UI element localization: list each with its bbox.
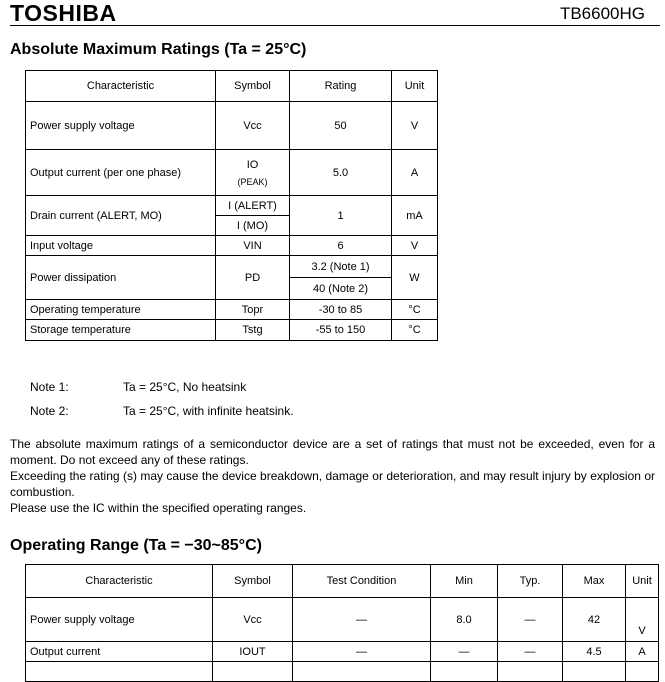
paragraph: The absolute maximum ratings of a semiconductor device are a set of ratings that must not be exceeded, even for a moment. Do not exceed any of these ratings. — [10, 437, 655, 467]
col-header: Test Condition — [293, 565, 431, 598]
col-header: Characteristic — [26, 71, 216, 102]
characteristic-cell: Input voltage — [26, 236, 216, 256]
symbol-cell: I (ALERT) — [216, 196, 290, 216]
unit-cell: V — [392, 236, 438, 256]
paragraph: Exceeding the rating (s) may cause the device breakdown, damage or deterioration, and may result injury by explosion or combustion. — [10, 469, 655, 499]
min-cell: 8.0 — [431, 598, 498, 642]
symbol-cell: IOUT — [213, 642, 293, 662]
characteristic-cell: Output current (per one phase) — [26, 150, 216, 196]
symbol-cell: PD — [216, 256, 290, 300]
characteristic-cell: Drain current (ALERT, MO) — [26, 196, 216, 236]
unit-cell: A — [626, 642, 659, 662]
op-range-table — [25, 564, 659, 682]
header-rule — [10, 25, 660, 26]
table-row — [26, 236, 438, 256]
symbol-cell: Vcc — [216, 102, 290, 150]
typ-cell: — — [498, 642, 563, 662]
note-label: Note 2: — [30, 404, 69, 418]
col-header: Unit — [626, 565, 659, 598]
col-header: Typ. — [498, 565, 563, 598]
unit-cell: °C — [392, 320, 438, 341]
col-header: Min — [431, 565, 498, 598]
min-cell: — — [431, 642, 498, 662]
note-text: Ta = 25°C, with infinite heatsink. — [123, 404, 294, 418]
characteristic-cell: Power supply voltage — [26, 102, 216, 150]
symbol-main: IO — [246, 158, 259, 171]
rating-cell: 40 (Note 2) — [290, 278, 392, 300]
max-cell: 4.5 — [563, 642, 626, 662]
table-row — [26, 300, 438, 320]
table-row — [26, 150, 438, 196]
unit-cell: °C — [392, 300, 438, 320]
characteristic-cell: Output current — [26, 642, 213, 662]
col-header: Symbol — [213, 565, 293, 598]
rating-cell: 1 — [290, 196, 392, 236]
brand-logo: TOSHIBA — [10, 0, 117, 26]
rating-cell: 6 — [290, 236, 392, 256]
rating-cell: -30 to 85 — [290, 300, 392, 320]
paragraph: Please use the IC within the specified operating ranges. — [10, 501, 307, 515]
col-header: Max — [563, 565, 626, 598]
characteristic-cell: Storage temperature — [26, 320, 216, 341]
table-row — [26, 320, 438, 341]
table-row — [26, 642, 659, 662]
table-header-row — [26, 71, 438, 102]
unit-cell: V — [626, 598, 659, 642]
condition-cell: — — [293, 642, 431, 662]
abs-max-title: Absolute Maximum Ratings (Ta = 25°C) — [10, 41, 307, 58]
part-number: TB6600HG — [559, 4, 645, 23]
symbol-cell: VIN — [216, 236, 290, 256]
table-header-row — [26, 565, 659, 598]
characteristic-cell: Operating temperature — [26, 300, 216, 320]
table-row — [26, 662, 659, 682]
symbol-cell: Vcc — [213, 598, 293, 642]
col-header: Symbol — [216, 71, 290, 102]
unit-cell: mA — [392, 196, 438, 236]
rating-cell: 3.2 (Note 1) — [290, 256, 392, 278]
symbol-cell: Topr — [216, 300, 290, 320]
abs-max-table — [25, 70, 438, 341]
col-header: Rating — [290, 71, 392, 102]
symbol-cell: I (MO) — [216, 216, 290, 236]
unit-cell: A — [392, 150, 438, 196]
max-cell: 42 — [563, 598, 626, 642]
characteristic-cell: Power dissipation — [26, 256, 216, 300]
typ-cell: — — [498, 598, 563, 642]
condition-cell: — — [293, 598, 431, 642]
symbol-note: (PEAK) — [237, 176, 268, 187]
unit-cell: W — [392, 256, 438, 300]
symbol-cell — [216, 150, 290, 196]
table-row — [26, 598, 659, 642]
rating-cell: 5.0 — [290, 150, 392, 196]
symbol-cell: Tstg — [216, 320, 290, 341]
table-row — [26, 196, 438, 216]
rating-cell: -55 to 150 — [290, 320, 392, 341]
table-row — [26, 102, 438, 150]
note-label: Note 1: — [30, 380, 69, 394]
rating-cell: 50 — [290, 102, 392, 150]
col-header: Characteristic — [26, 565, 213, 598]
characteristic-cell: Power supply voltage — [26, 598, 213, 642]
unit-cell: V — [392, 102, 438, 150]
table-row — [26, 256, 438, 278]
op-range-title: Operating Range (Ta = −30~85°C) — [10, 537, 262, 554]
note-text: Ta = 25°C, No heatsink — [123, 380, 247, 394]
col-header: Unit — [392, 71, 438, 102]
